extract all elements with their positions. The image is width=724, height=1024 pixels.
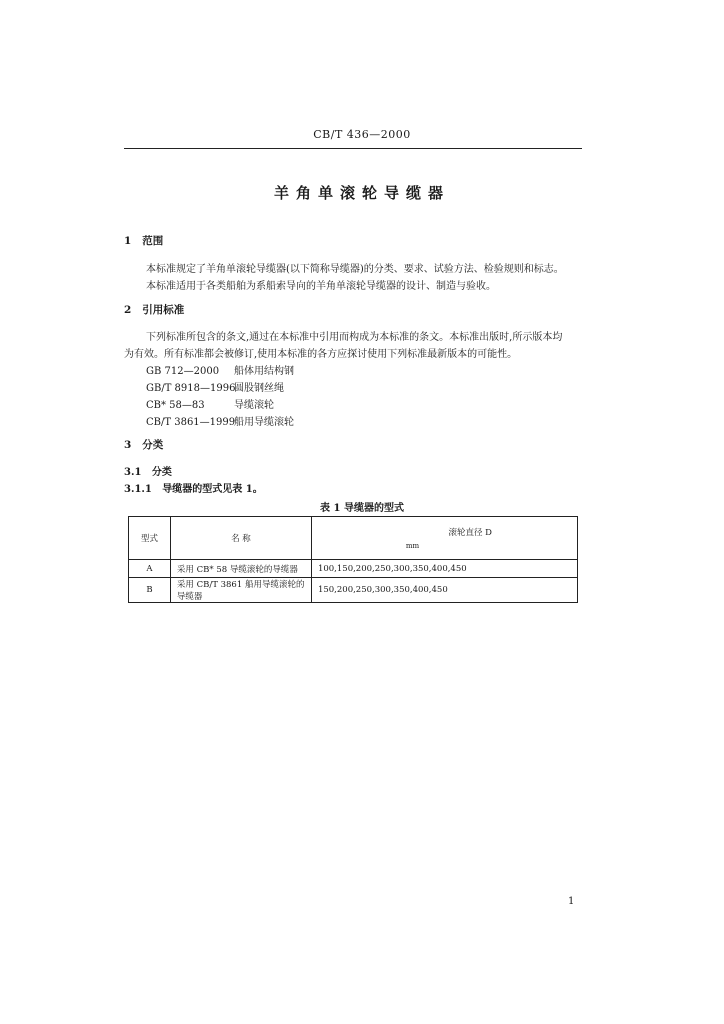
reference-name: 圆股钢丝绳 (234, 383, 284, 394)
cell-name: 采用 CB/T 3861 船用导缆滚轮的导缆器 (170, 578, 311, 603)
reference-row (146, 362, 294, 377)
cell-diameters: 150,200,250,300,350,400,450 (311, 578, 577, 603)
table-row (129, 578, 578, 603)
section-1-title: 范围 (142, 235, 164, 247)
section-1-para-1: 本标准规定了羊角单滚轮导缆器(以下简称导缆器)的分类、要求、试验方法、检验规则和标志。 (146, 264, 564, 275)
header-diameter-label: 滚轮直径 D (448, 528, 492, 538)
reference-row (146, 413, 294, 428)
header-rule (124, 148, 582, 149)
reference-row (146, 379, 284, 394)
section-3-title: 分类 (142, 439, 164, 451)
header-diameter (311, 517, 577, 560)
section-3-1-number: 3.1 (124, 467, 142, 478)
section-2-para-line-1: 下列标准所包含的条文,通过在本标准中引用而构成为本标准的条文。本标准出版时,所示版本均 (146, 332, 563, 343)
section-3-heading (124, 437, 163, 452)
cell-type: B (129, 578, 171, 603)
section-1-heading (124, 233, 163, 248)
section-1-number: 1 (124, 235, 132, 247)
section-2-title: 引用标准 (142, 304, 185, 316)
section-3-1-heading (124, 463, 172, 478)
header-name: 名 称 (170, 517, 311, 560)
table-1 (128, 516, 578, 603)
reference-code: CB/T 3861—1999 (146, 417, 236, 428)
cell-name: 采用 CB* 58 导缆滚轮的导缆器 (170, 560, 311, 578)
document-title: 羊角单滚轮导缆器 (273, 184, 450, 202)
header-diameter-unit: mm (405, 542, 420, 550)
reference-code: GB/T 8918—1996 (146, 383, 236, 394)
reference-code: CB* 58—83 (146, 400, 205, 411)
section-3-1-1-text: 导缆器的型式见表 1。 (162, 484, 263, 495)
section-3-1-1-line (124, 480, 263, 495)
cell-diameters: 100,150,200,250,300,350,400,450 (311, 560, 577, 578)
reference-name: 导缆滚轮 (234, 400, 274, 411)
table-1-caption: 表 1 导缆器的型式 (320, 503, 404, 514)
reference-row (146, 396, 274, 411)
reference-name: 船用导缆滚轮 (234, 417, 294, 428)
header-type: 型式 (129, 517, 171, 560)
reference-code: GB 712—2000 (146, 366, 220, 377)
section-2-number: 2 (124, 304, 132, 316)
page-number: 1 (568, 896, 575, 907)
standard-code: CB/T 436—2000 (313, 128, 411, 141)
section-3-1-title: 分类 (151, 467, 172, 478)
reference-name: 船体用结构钢 (234, 366, 294, 377)
table-row (129, 560, 578, 578)
section-3-number: 3 (124, 439, 132, 451)
table-header-row (129, 517, 578, 560)
section-1-para-2: 本标准适用于各类船舶为系船索导向的羊角单滚轮导缆器的设计、制造与验收。 (146, 281, 496, 292)
section-3-1-1-number: 3.1.1 (124, 484, 152, 495)
cell-type: A (129, 560, 171, 578)
section-2-heading (124, 302, 184, 317)
section-2-para-line-2: 为有效。所有标准都会被修订,使用本标准的各方应探讨使用下列标准最新版本的可能性。 (124, 349, 518, 360)
